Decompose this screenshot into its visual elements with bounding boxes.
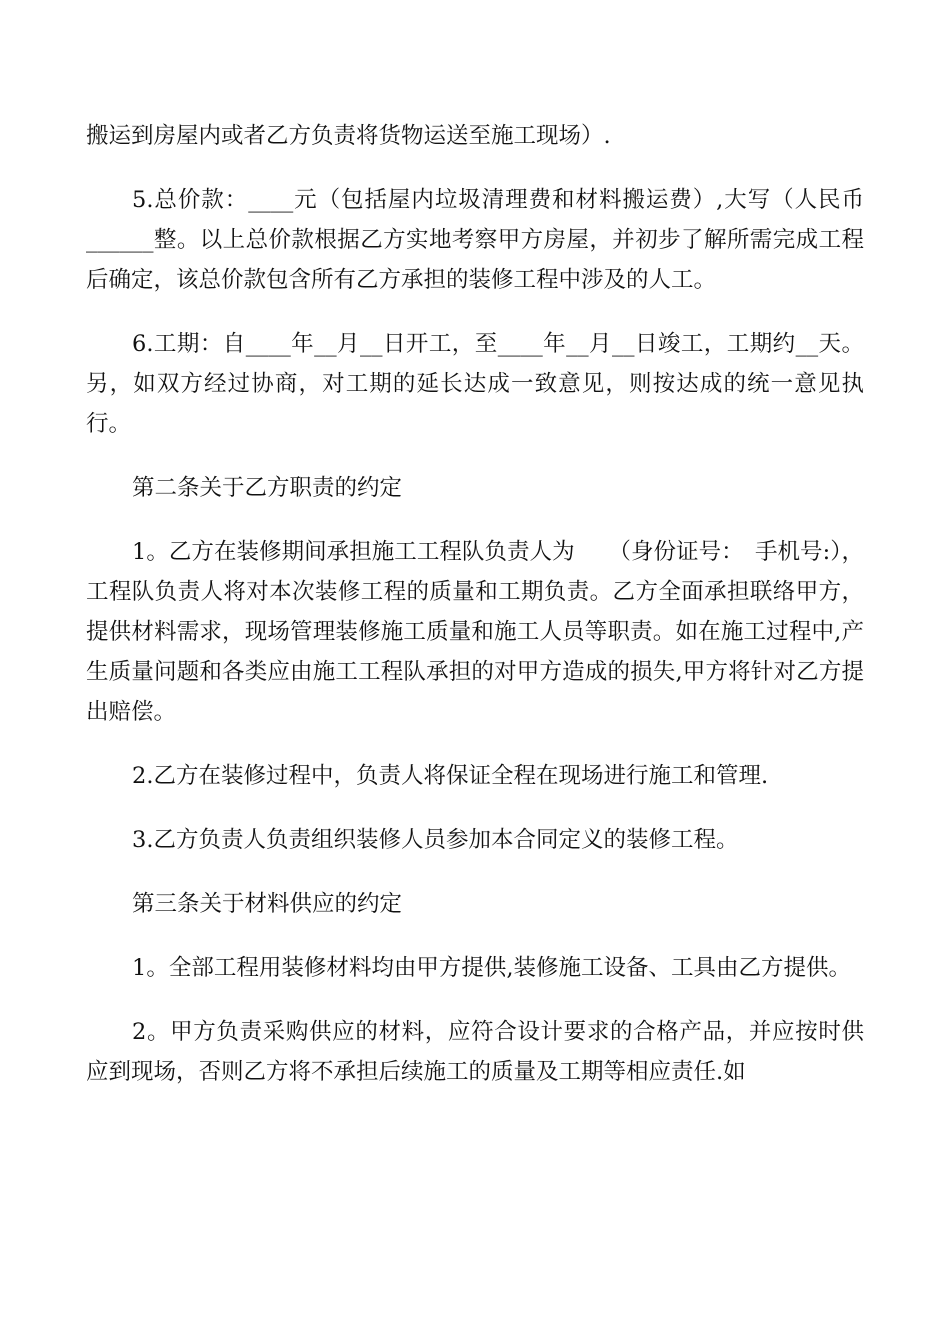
paragraph-continuation: 搬运到房屋内或者乙方负责将货物运送至施工现场）.: [86, 123, 611, 149]
clause-material-quality: 2。甲方负责采购供应的材料，应符合设计要求的合格产品，并应按时供应到现场，否则乙方将不承担后续施工的质量及工期等相应责任.如: [86, 1019, 864, 1085]
clause-onsite-supervision: 2.乙方在装修过程中，负责人将保证全程在现场进行施工和管理.: [132, 763, 769, 789]
clause-material-provision: 1。全部工程用装修材料均由甲方提供,装修施工设备、工具由乙方提供。: [132, 955, 851, 981]
clause-organize-workers: 3.乙方负责人负责组织装修人员参加本合同定义的装修工程。: [132, 827, 739, 853]
clause-team-leader: 1。乙方在装修期间承担施工工程队负责人为 （身份证号： 手机号:），工程队负责人将对本次装修工程的质量和工期负责。乙方全面承担联络甲方，提供材料需求，现场管理装修施工质量和施工人员等职责。如在施工过程中,产生质量问题和各类应由施工工程队承担的对甲方造成的损失,甲方将针对乙方提出赔偿。: [86, 539, 864, 725]
section-heading-article-3: 第三条关于材料供应的约定: [132, 891, 403, 917]
clause-schedule: 6.工期：自____年__月__日开工，至____年__月__日竣工，工期约__天。另，如双方经过协商，对工期的延长达成一致意见，则按达成的统一意见执行。: [86, 331, 864, 437]
clause-total-price: 5.总价款：____元（包括屋内垃圾清理费和材料搬运费）,大写（人民币______整。以上总价款根据乙方实地考察甲方房屋，并初步了解所需完成工程后确定，该总价款包含所有乙方承担的装修工程中涉及的人工。: [86, 187, 864, 293]
section-heading-article-2: 第二条关于乙方职责的约定: [132, 475, 403, 501]
document-page: [86, 116, 864, 1116]
